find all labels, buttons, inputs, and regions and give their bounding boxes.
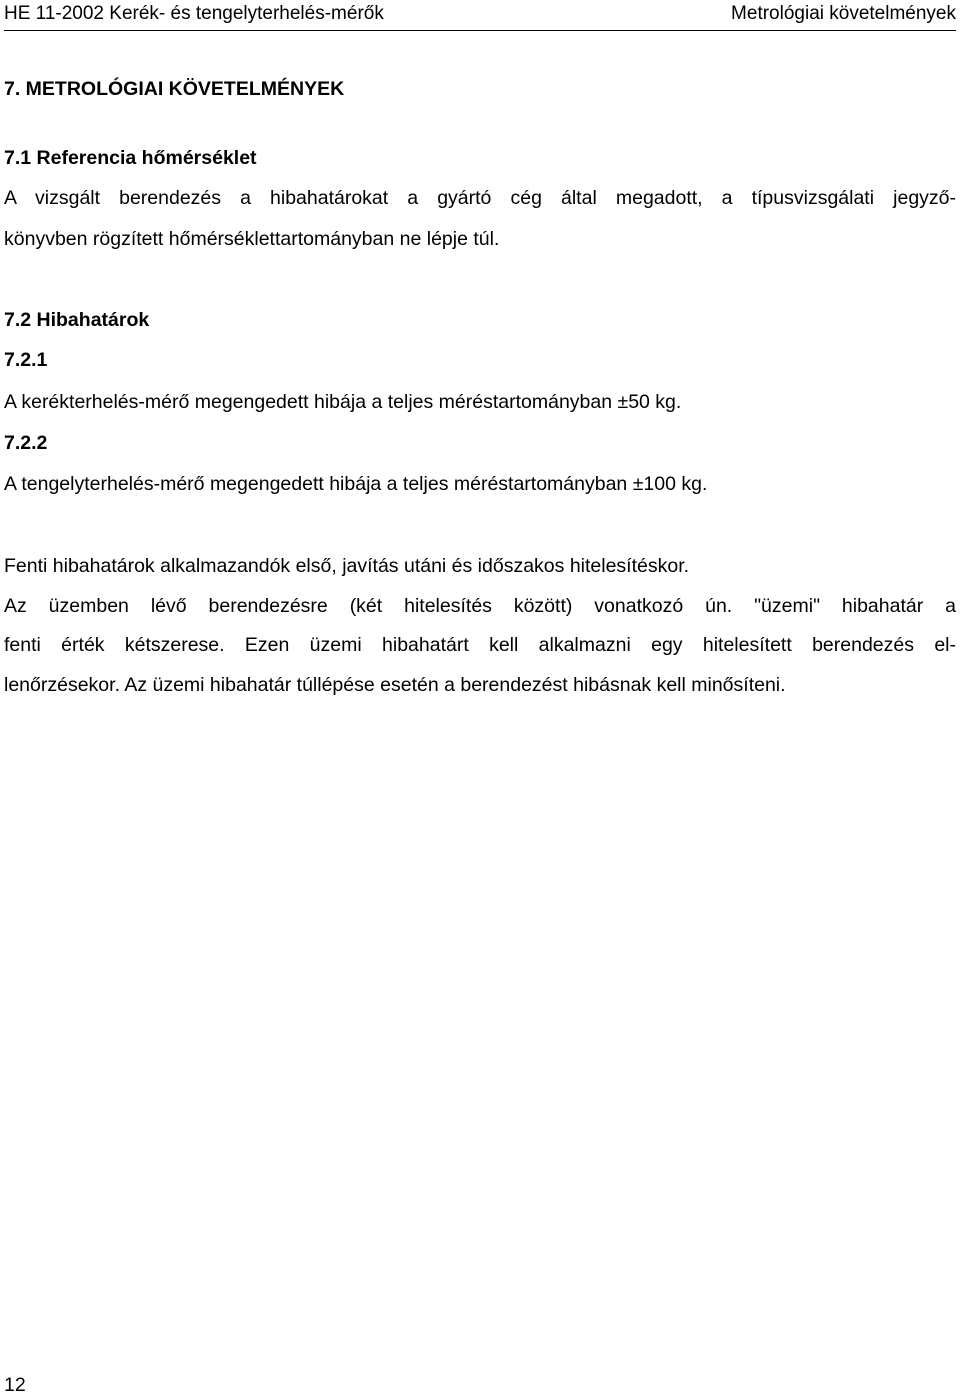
subsection-7-2-1-number: 7.2.1 — [4, 349, 48, 371]
page-number: 12 — [4, 1374, 26, 1396]
section-7-1-heading: 7.1 Referencia hőmérséklet — [4, 147, 257, 169]
note-line-3: fenti érték kétszerese. Ezen üzemi hibahatárt kell alkalmazni egy hitelesített berendezés el- — [4, 634, 956, 656]
note-line-2: Az üzemben lévő berendezésre (két hitelesítés között) vonatkozó ún. "üzemi" hibahatár a — [4, 595, 956, 617]
header-document-title: HE 11-2002 Kerék- és tengelyterhelés-mérők — [4, 3, 384, 24]
chapter-title: 7. METROLÓGIAI KÖVETELMÉNYEK — [4, 78, 345, 100]
section-7-1-line-1: A vizsgált berendezés a hibahatárokat a gyártó cég által megadott, a típusvizsgálati jegyző- — [4, 187, 956, 209]
page-header — [4, 0, 956, 31]
section-7-2-heading: 7.2 Hibahatárok — [4, 309, 150, 331]
section-7-1-line-2: könyvben rögzített hőmérséklettartományban ne lépje túl. — [4, 228, 500, 250]
subsection-7-2-2-text: A tengelyterhelés-mérő megengedett hibája a teljes méréstartományban ±100 kg. — [4, 473, 708, 495]
note-line-4: lenőrzésekor. Az üzemi hibahatár túllépése esetén a berendezést hibásnak kell minősíteni. — [4, 674, 786, 696]
subsection-7-2-1-text: A kerékterhelés-mérő megengedett hibája a teljes méréstartományban ±50 kg. — [4, 391, 682, 413]
note-line-1: Fenti hibahatárok alkalmazandók első, javítás utáni és időszakos hitelesítéskor. — [4, 555, 690, 577]
subsection-7-2-2-number: 7.2.2 — [4, 432, 48, 454]
header-section-title: Metrológiai követelmények — [731, 3, 956, 24]
